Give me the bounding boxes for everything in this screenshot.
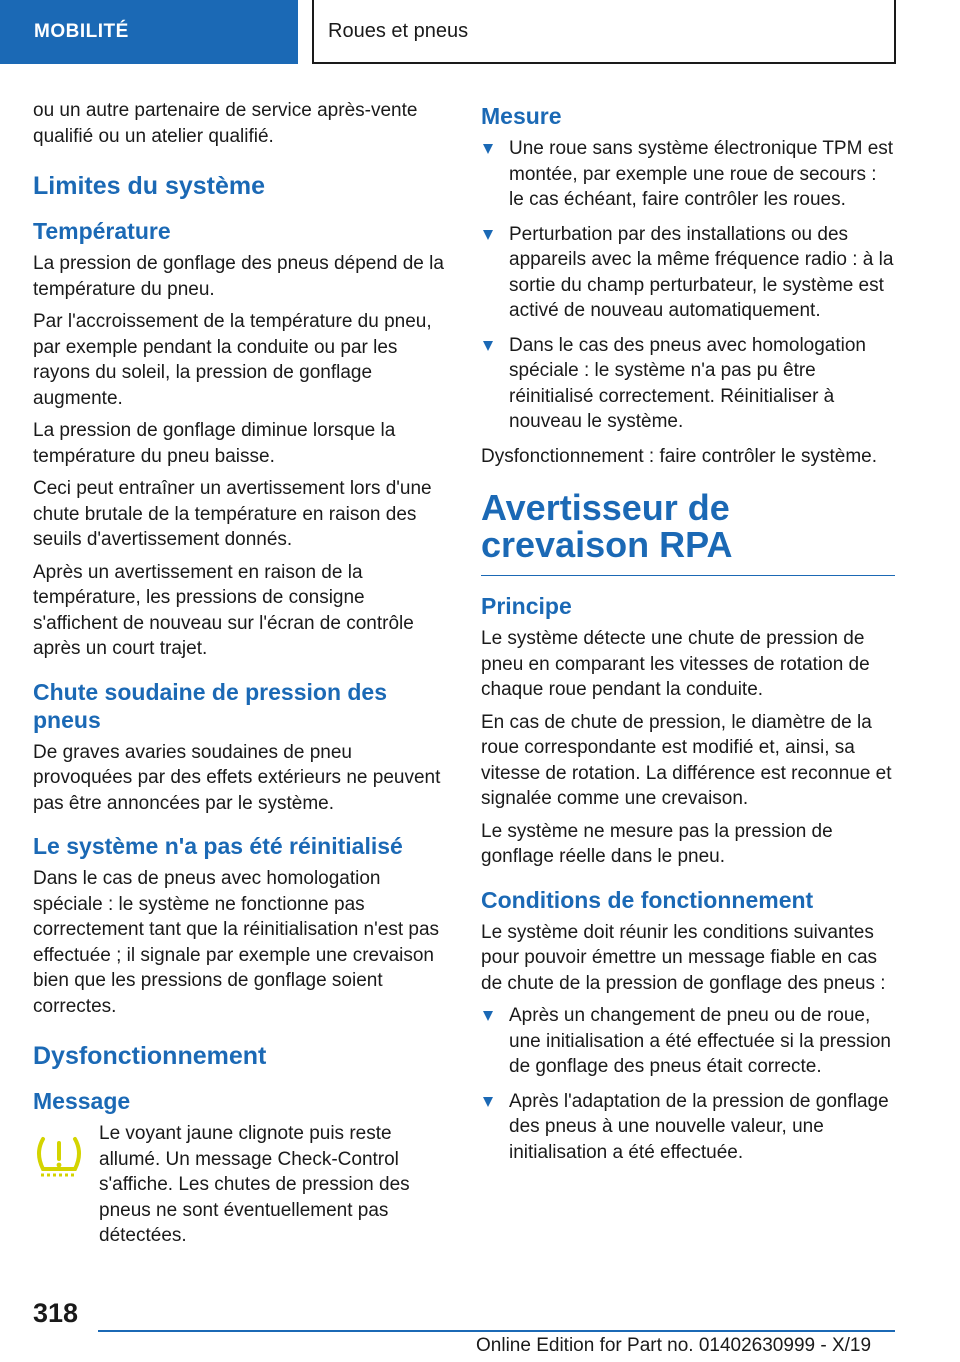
principle-paragraph-2: En cas de chute de pression, le diamètre de la roue correspondante est modifié et, ainsi, sa vitesse de rotation. La différence est reconnue et signalée comme une crevaison. — [481, 711, 892, 809]
temperature-paragraph-3: La pression de gonflage diminue lorsque la température du pneu baisse. — [33, 420, 396, 467]
heading-malfunction: Dysfonctionnement — [33, 1042, 267, 1070]
not-reset-paragraph: Dans le cas de pneus avec homologation spéciale : le système ne fonctionne pas correctement tant que la réinitialisation n'est pas effectuée ; il signale par exemple une crevaison bien que les pressions de gonflage soient correctes. — [33, 868, 440, 1017]
temperature-paragraph-1: La pression de gonflage des pneus dépend de la température du pneu. — [33, 253, 444, 300]
triangle-bullet-icon — [483, 144, 493, 154]
measure-list — [481, 136, 895, 435]
heading-conditions: Conditions de fonctionnement — [481, 886, 814, 913]
section-label: MOBILITÉ — [34, 21, 129, 42]
footer-divider — [98, 1330, 895, 1332]
chapter-header — [312, 0, 896, 64]
heading-measure: Mesure — [481, 103, 562, 129]
page-number: 318 — [33, 1298, 79, 1328]
principle-paragraph-3: Le système ne mesure pas la pression de gonflage réelle dans le pneu. — [481, 820, 833, 867]
warning-message-block — [33, 1121, 449, 1249]
heading-not-reset: Le système n'a pas été réinitialisé — [33, 833, 403, 859]
section-tab — [0, 0, 298, 64]
chapter-title: Roues et pneus — [328, 19, 469, 42]
edition-text: Online Edition for Part no. 01402630999 - X/19 — [476, 1335, 872, 1356]
intro-paragraph: ou un autre partenaire de service après-vente qualifié ou un atelier qualifié. — [33, 100, 418, 147]
right-column — [481, 98, 895, 1174]
measure-after-paragraph: Dysfonctionnement : faire contrôler le système. — [481, 445, 878, 467]
triangle-bullet-icon — [483, 341, 493, 351]
heading-principle: Principe — [481, 593, 572, 619]
heading-message: Message — [33, 1088, 131, 1114]
temperature-paragraph-4: Ceci peut entraîner un avertissement lors d'une chute brutale de la température en raison des seuils d'avertissement donnés. — [33, 478, 432, 550]
sudden-drop-paragraph: De graves avaries soudaines de pneu provoquées par des effets extérieurs ne peuvent pas être annoncées par le système. — [33, 741, 441, 814]
conditions-list — [481, 1003, 895, 1165]
heading-limits: Limites du système — [33, 172, 266, 200]
principle-paragraph-1: Le système détecte une chute de pression de pneu en comparant les vitesses de rotation de chaque roue pendant la conduite. — [481, 628, 870, 700]
heading-temperature: Température — [33, 218, 171, 244]
temperature-paragraph-2: Par l'accroissement de la température du pneu, par exemple pendant la conduite ou par les rayons du soleil, la pression de gonflage augmente. — [33, 311, 432, 409]
conditions-paragraph: Le système doit réunir les conditions suivantes pour pouvoir émettre un message fiable en cas de chute de la pression de gonflage des pneus : — [481, 921, 886, 994]
triangle-bullet-icon — [483, 230, 493, 240]
list-item: Dans le cas des pneus avec homologation spéciale : le système n'a pas pu être réinitialisé correctement. Réinitialiser à nouveau le système. — [481, 333, 895, 435]
heading-rpa: Avertisseur de crevaison RPA — [481, 489, 895, 576]
list-item: Perturbation par des installations ou des appareils avec la même fréquence radio : à la sortie du champ perturbateur, le système est activé de nouveau automatiquement. — [481, 222, 895, 324]
tire-pressure-warning-icon — [33, 1133, 85, 1181]
list-item: Après un changement de pneu ou de roue, une initialisation a été effectuée si la pression de gonflage des pneus était correcte. — [481, 1003, 895, 1080]
warning-message-paragraph: Le voyant jaune clignote puis reste allumé. Un message Check-Control s'affiche. Les chutes de pression des pneus ne sont éventuellement pas détectées. — [99, 1123, 410, 1246]
triangle-bullet-icon — [483, 1011, 493, 1021]
heading-sudden-drop: Chute soudaine de pression des pneus — [33, 678, 388, 733]
list-item: Une roue sans système électronique TPM est montée, par exemple une roue de secours : le cas échéant, faire contrôler les roues. — [481, 136, 895, 213]
triangle-bullet-icon — [483, 1097, 493, 1107]
list-item: Après l'adaptation de la pression de gonflage des pneus à une nouvelle valeur, une initialisation a été effectuée. — [481, 1089, 895, 1166]
temperature-paragraph-5: Après un avertissement en raison de la température, les pressions de consigne s'affichent de nouveau sur l'écran de contrôle après un court trajet. — [33, 561, 414, 659]
left-column — [33, 98, 449, 1256]
